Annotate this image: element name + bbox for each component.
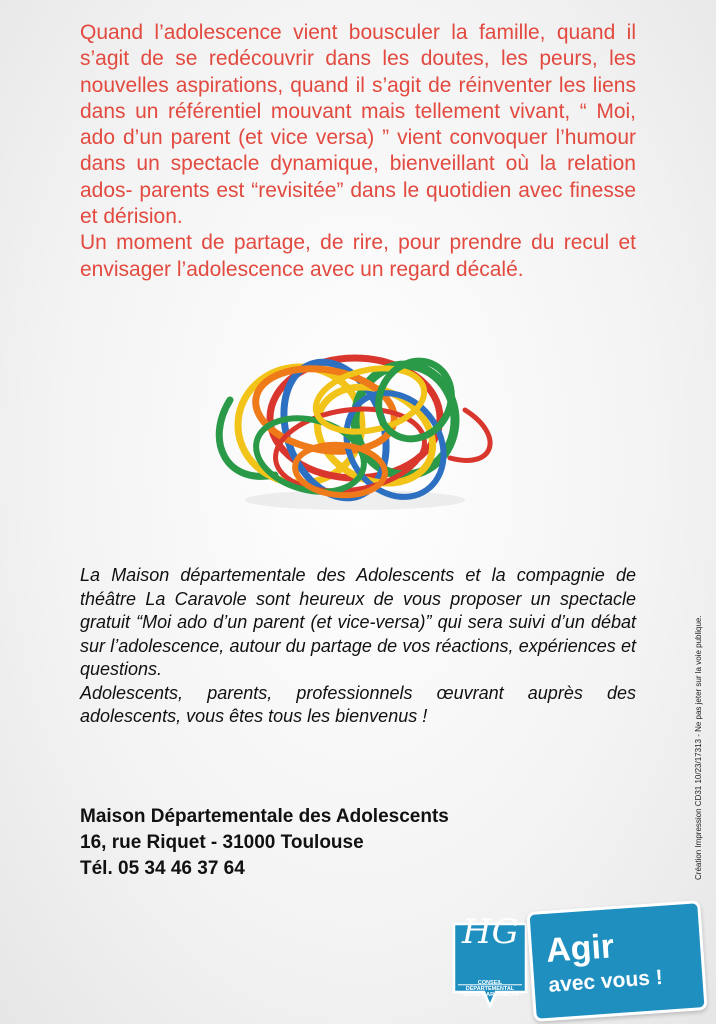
slogan-box	[526, 900, 707, 1022]
rubber-bands-ball-image	[205, 340, 505, 515]
invitation-paragraph-2: Adolescents, parents, professionnels œuvrant auprès des adolescents, vous êtes tous les bienvenus !	[80, 682, 636, 726]
slogan-line-2: avec vous !	[547, 965, 664, 997]
slogan-line-1: Agir	[544, 927, 616, 970]
hg-caption-line-2: HAUTE-GARONNE.FR	[461, 992, 519, 998]
street-address: 16, rue Riquet - 31000 Toulouse	[80, 832, 364, 853]
hg-caption	[454, 980, 526, 998]
intro-paragraph-2: Un moment de partage, de rire, pour prendre du recul et envisager l’adolescence avec un regard décalé.	[80, 231, 636, 281]
hg-caption-line-1: CONSEIL DÉPARTEMENTAL	[465, 980, 515, 992]
print-credit-vertical: Création Impression CD31 10/23/17313 - Ne pas jeter sur la voie publique.	[694, 615, 703, 880]
departmental-council-logo	[450, 904, 702, 1016]
invitation-text	[80, 564, 636, 729]
hg-monogram: HG	[462, 912, 519, 952]
contact-address	[80, 804, 449, 882]
intro-text	[80, 20, 636, 283]
phone-number: Tél. 05 34 46 37 64	[80, 858, 245, 879]
organization-name: Maison Départementale des Adolescents	[80, 806, 449, 827]
intro-paragraph-1: Quand l’adolescence vient bousculer la famille, quand il s’agit de se redécouvrir dans les doutes, les peurs, les nouvelles aspirations, quand il s’agit de réinventer les liens dans un référentiel mouvant mais tellement vivant, “ Moi, ado d’un parent (et vice versa) ” vient convoquer l’humour dans un spectacle dynamique, bienveillant où la relation ados- parents est “revisitée” dans le quotidien avec finesse et dérision.	[80, 21, 636, 229]
invitation-paragraph-1: La Maison départementale des Adolescents et la compagnie de théâtre La Caravole sont heureux de vous proposer un spectacle gratuit “Moi ado d’un parent (et vice-versa)” qui sera suivi d’un débat sur l’adolescence, autour du partage de vos réactions, expériences et questions.	[80, 565, 636, 679]
